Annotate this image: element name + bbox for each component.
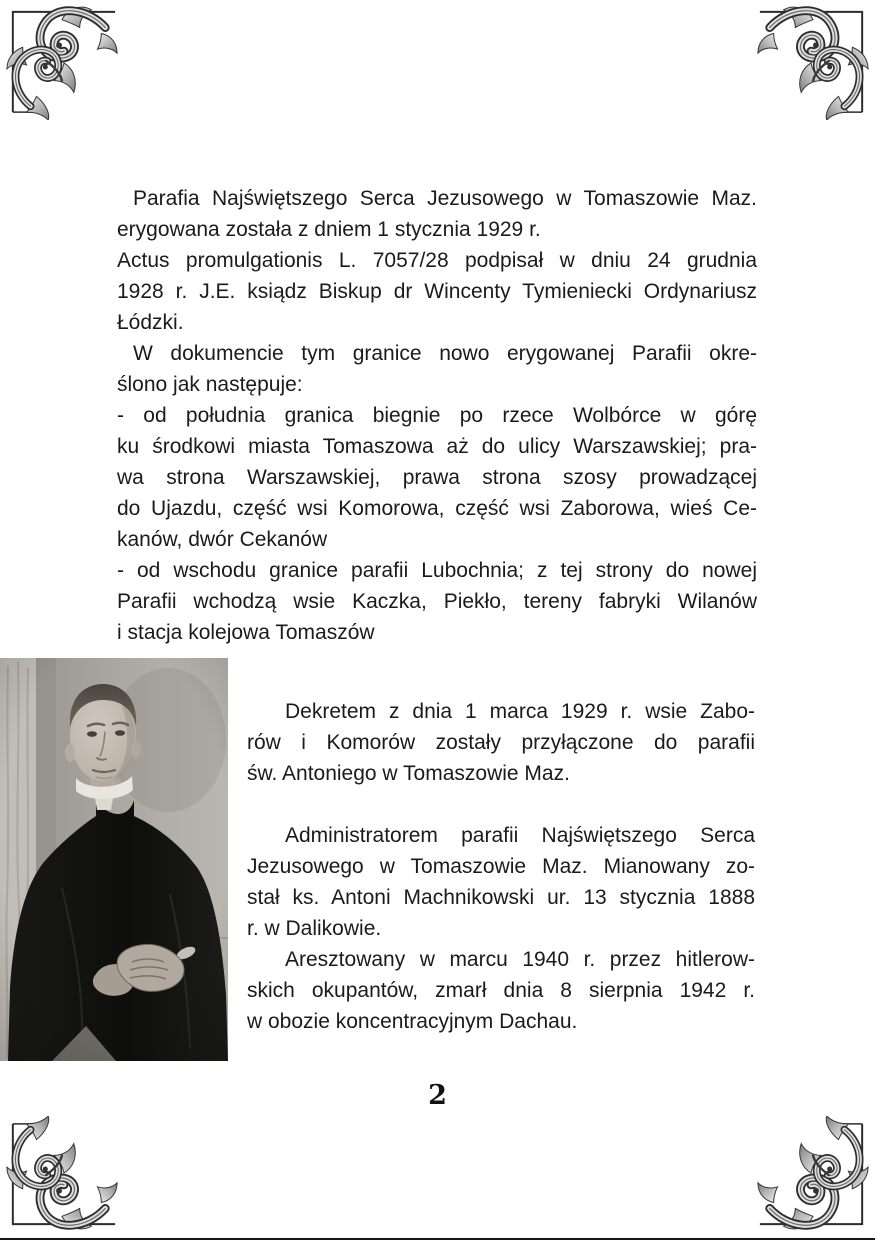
text-line: 1928 r. J.E. ksiądz Biskup dr Wincenty Tymieniecki Ordynariusz <box>117 280 757 303</box>
text-line: Parafii wchodzą wsie Kaczka, Piekło, tereny fabryki Wilanów <box>117 590 757 613</box>
text-line: Łódzki. <box>117 311 184 334</box>
text-line: Actus promulgationis L. 7057/28 podpisał w dniu 24 grudnia <box>117 249 757 272</box>
text-line: Administratorem parafii Najświętszego Serca <box>285 824 755 847</box>
corner-ornament-top-left-icon <box>3 2 121 120</box>
page-number: 2 <box>428 1080 447 1111</box>
corner-ornament-bottom-left-icon <box>3 1116 121 1234</box>
text-line: wa strona Warszawskiej, prawa strona szosy prowadzącej <box>117 466 757 489</box>
text-line: ślono jak następuje: <box>117 373 303 396</box>
text-line: do Ujazdu, część wsi Komorowa, część wsi Zaborowa, wieś Ce- <box>117 497 757 520</box>
text-line: skich okupantów, zmarł dnia 8 sierpnia 1942 r. <box>247 979 755 1002</box>
text-line: w obozie koncentracyjnym Dachau. <box>247 1010 578 1033</box>
text-line: Jezusowego w Tomaszowie Maz. Mianowany zo- <box>247 855 755 878</box>
text-line: r. w Dalikowie. <box>247 917 382 940</box>
text-line: św. Antoniego w Tomaszowie Maz. <box>247 762 570 785</box>
priest-portrait-photo <box>0 658 228 1061</box>
intro-text-block <box>117 183 757 648</box>
text-line: ku środkowi miasta Tomaszowa aż do ulicy Warszawskiej; pra- <box>117 435 757 458</box>
text-line: - od południa granica biegnie po rzece Wolbórce w górę <box>117 404 757 427</box>
text-line: Dekretem z dnia 1 marca 1929 r. wsie Zabo- <box>285 700 755 723</box>
text-line: W dokumencie tym granice nowo erygowanej Parafii okre- <box>133 342 757 365</box>
text-line: stał ks. Antoni Machnikowski ur. 13 stycznia 1888 <box>247 886 755 909</box>
text-line: kanów, dwór Cekanów <box>117 528 328 551</box>
corner-ornament-bottom-right-icon <box>754 1116 872 1234</box>
text-line: Aresztowany w marcu 1940 r. przez hitlerow- <box>285 948 755 971</box>
text-line: - od wschodu granice parafii Lubochnia; z tej strony do nowej <box>117 559 757 582</box>
text-line: i stacja kolejowa Tomaszów <box>117 621 375 644</box>
beside-photo-text-block <box>247 696 755 1037</box>
text-line: rów i Komorów zostały przyłączone do parafii <box>247 731 755 754</box>
text-line: erygowana została z dniem 1 stycznia 1929 r. <box>117 218 541 241</box>
text-line: Parafia Najświętszego Serca Jezusowego w Tomaszowie Maz. <box>133 187 757 210</box>
corner-ornament-top-right-icon <box>754 2 872 120</box>
